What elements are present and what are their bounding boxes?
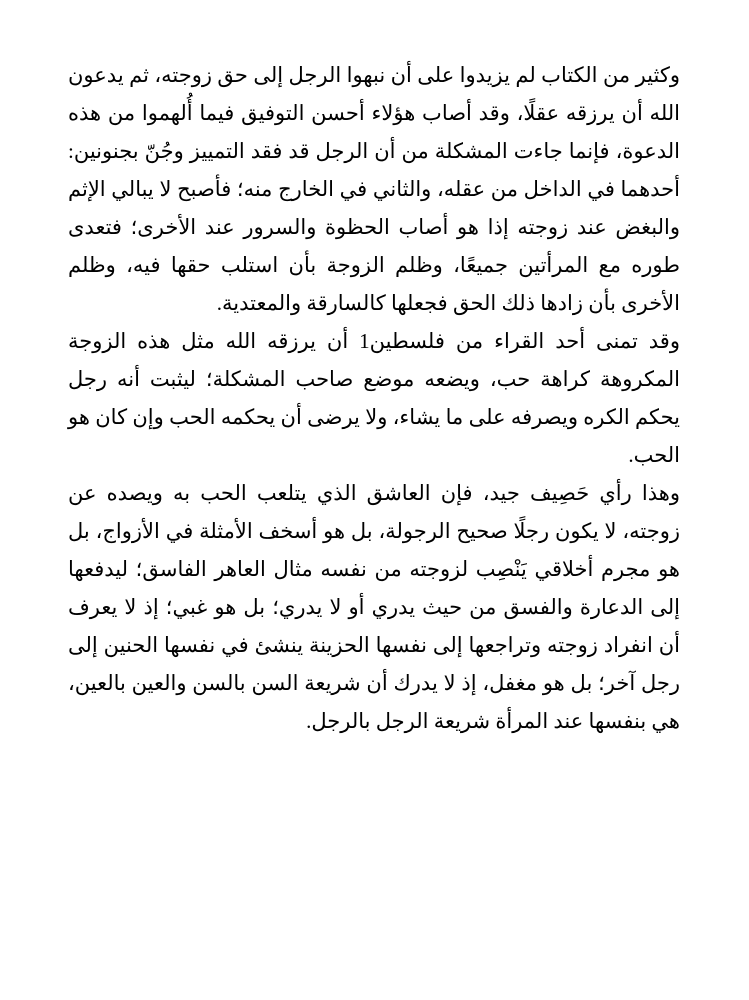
document-page (68, 56, 680, 740)
paragraph-1: وكثير من الكتاب لم يزيدوا على أن نبهوا الرجل إلى حق زوجته، ثم يدعون الله أن يرزقه عقلًا، وقد أصاب هؤلاء أحسن التوفيق فيما أُلهموا من هذه الدعوة، فإنما جاءت المشكلة من أن الرجل قد فقد التمييز وجُنّ بجنونين: أحدهما في الداخل من عقله، والثاني في الخارج منه؛ فأصبح لا يبالي الإثم والبغض عند زوجته إذا هو أصاب الحظوة والسرور عند الأخرى؛ فتعدى طوره مع المرأتين جميعًا، وظلم الزوجة بأن استلب حقها فيه، وظلم الأخرى بأن زادها ذلك الحق فجعلها كالسارقة والمعتدية. (68, 63, 680, 315)
paragraph-2: وقد تمنى أحد القراء من فلسطين1 أن يرزقه الله مثل هذه الزوجة المكروهة كراهة حب، ويضعه موضع صاحب المشكلة؛ ليثبت أنه رجل يحكم الكره ويصرفه على ما يشاء، ولا يرضى أن يحكمه الحب وإن كان هو الحب. (68, 329, 680, 467)
paragraph-3: وهذا رأي حَصِيف جيد، فإن العاشق الذي يتلعب الحب به ويصده عن زوجته، لا يكون رجلًا صحيح الرجولة، بل هو أسخف الأمثلة في الأزواج، بل هو مجرم أخلاقي يَنْصِب لزوجته من نفسه مثال العاهر الفاسق؛ ليدفعها إلى الدعارة والفسق من حيث يدري أو لا يدري؛ بل هو غبي؛ إذ لا يعرف أن انفراد زوجته وتراجعها إلى نفسها الحزينة ينشئ في نفسها الحنين إلى رجل آخر؛ بل هو مغفل، إذ لا يدرك أن شريعة السن بالسن والعين بالعين، هي بنفسها عند المرأة شريعة الرجل بالرجل. (68, 481, 680, 733)
